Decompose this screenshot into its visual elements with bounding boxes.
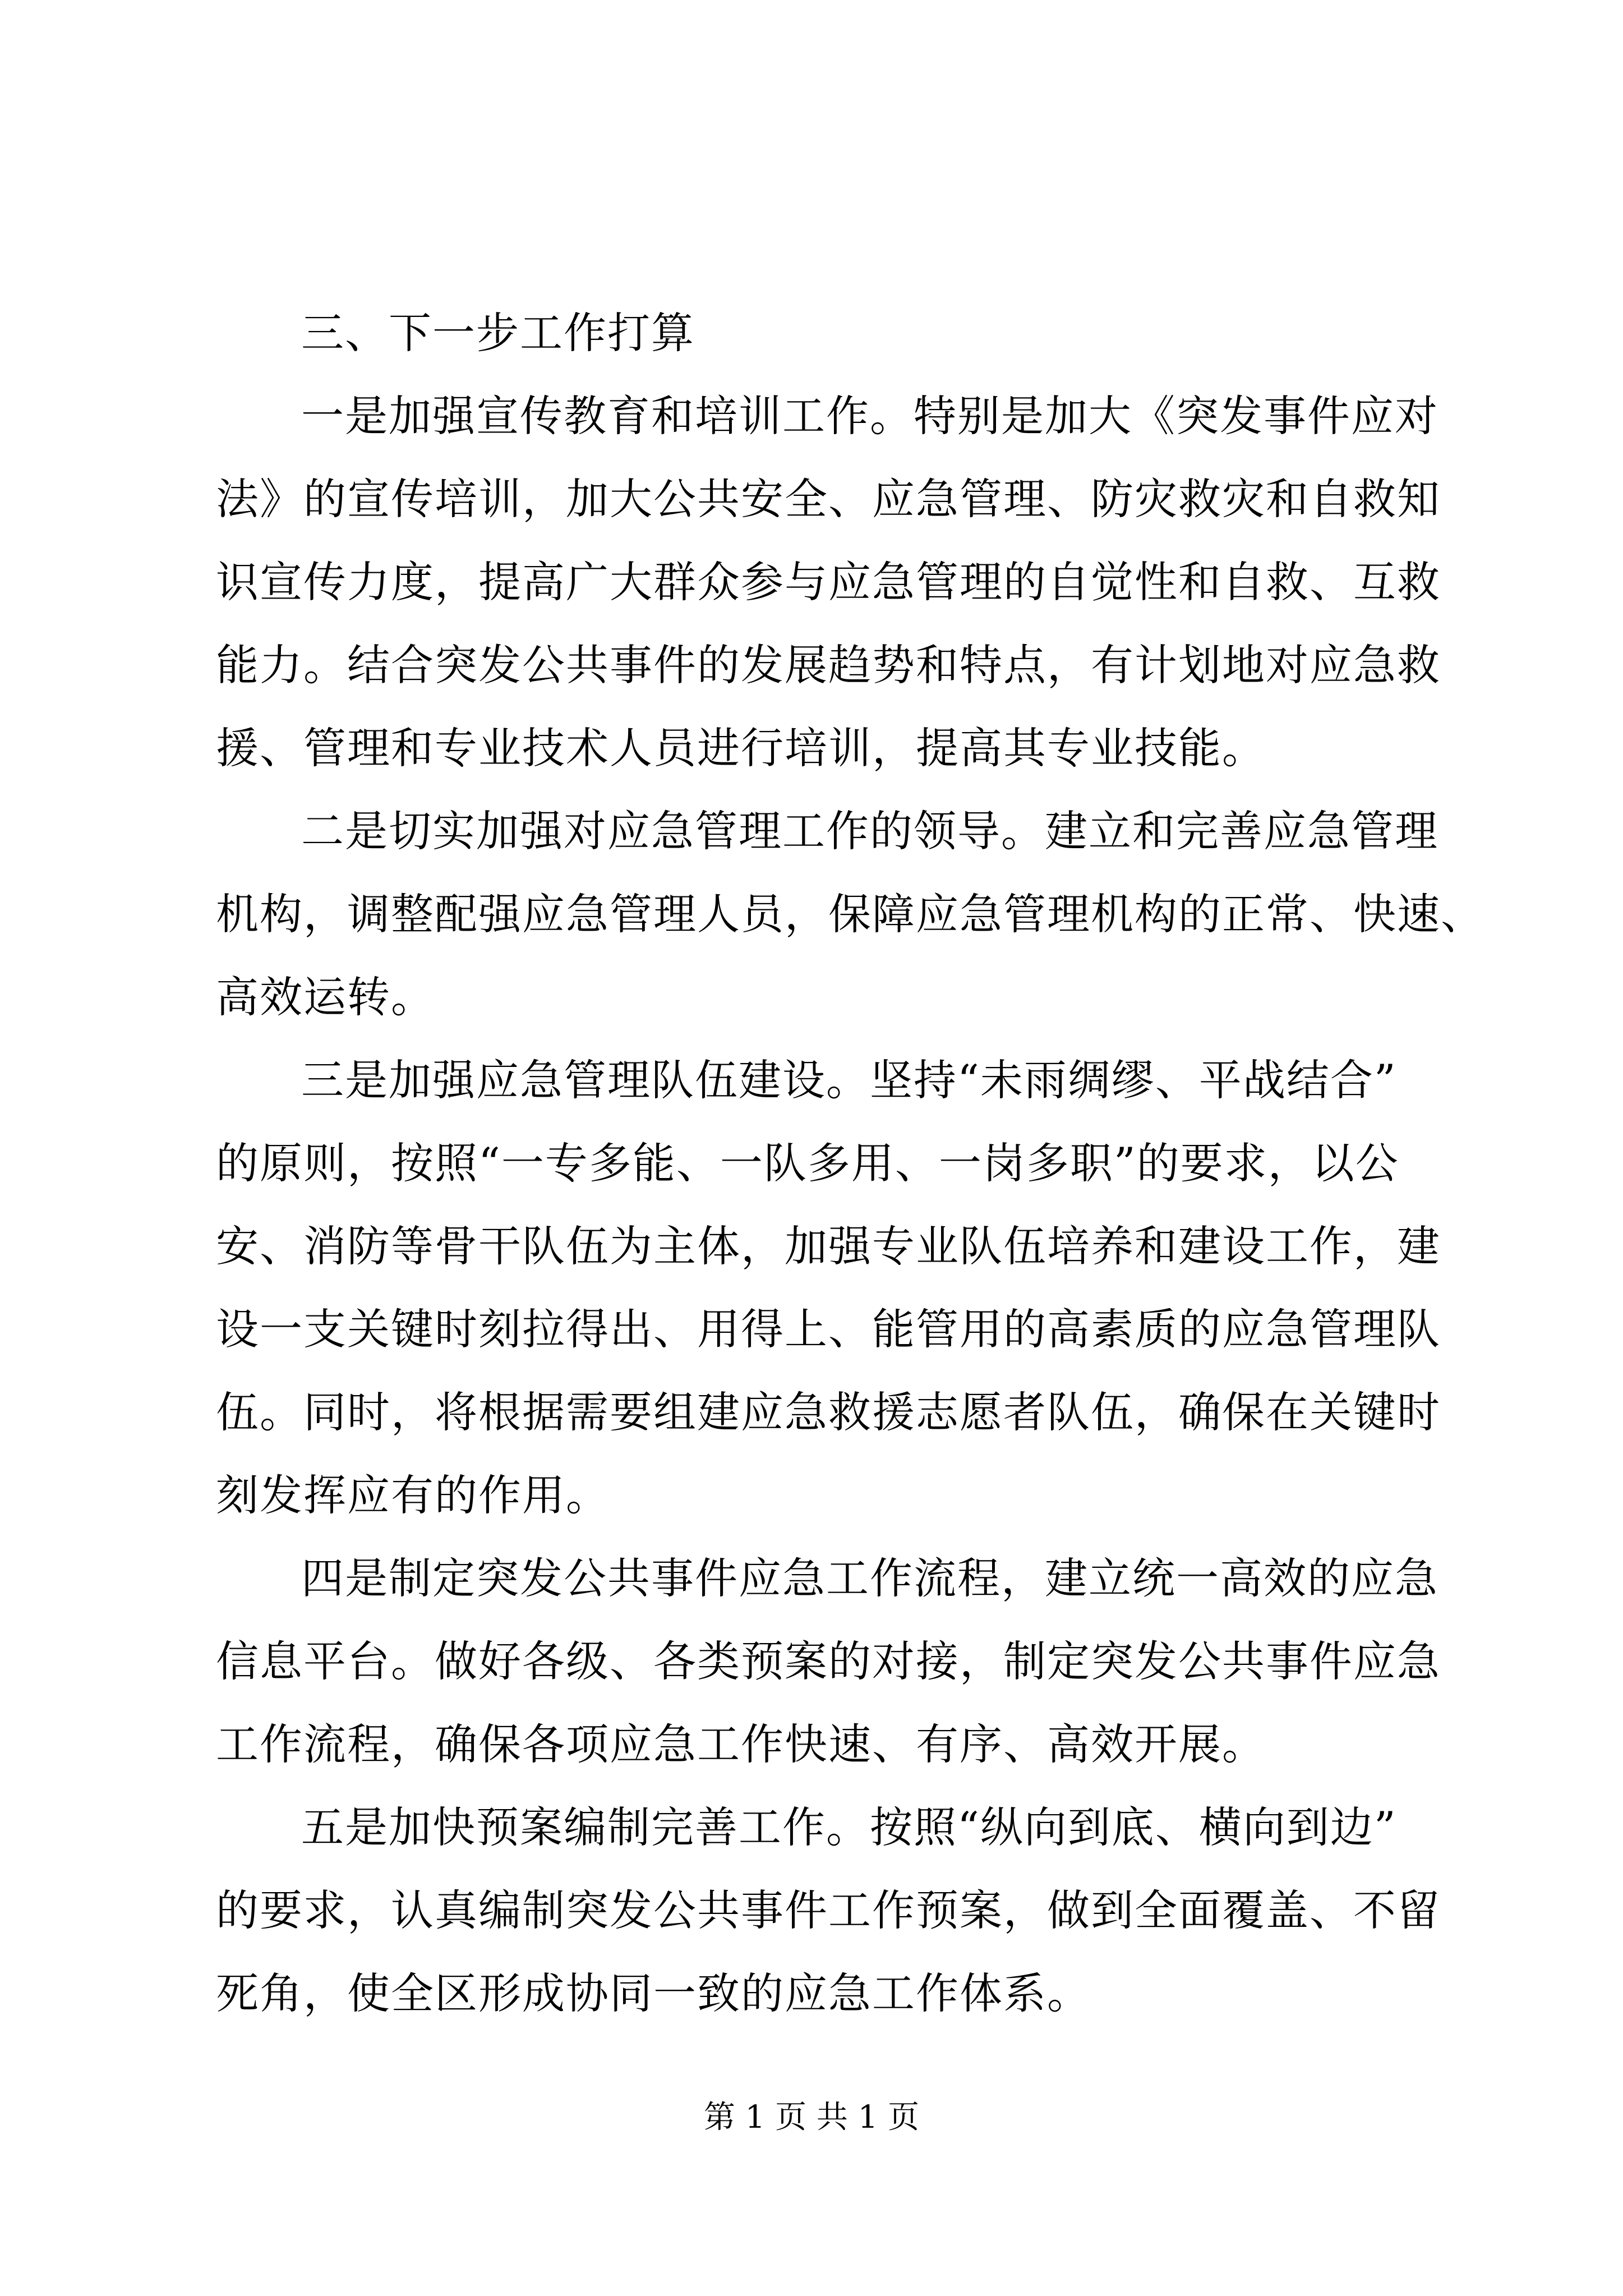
paragraph-1-line-5: 援、管理和专业技术人员进行培训，提高其专业技能。 <box>216 723 1266 773</box>
paragraph-1-line-2: 法》的宣传培训，加大公共安全、应急管理、防灾救灾和自救知 <box>216 474 1441 524</box>
page-footer: 第 1 页 共 1 页 <box>703 2099 920 2136</box>
paragraph-5-line-2: 的要求，认真编制突发公共事件工作预案，做到全面覆盖、不留 <box>216 1885 1441 1935</box>
paragraph-4-line-3: 工作流程，确保各项应急工作快速、有序、高效开展。 <box>216 1719 1266 1769</box>
paragraph-4-line-2: 信息平台。做好各级、各类预案的对接，制定突发公共事件应急 <box>216 1636 1441 1686</box>
paragraph-2-line-2: 机构，调整配强应急管理人员，保障应急管理机构的正常、快速、 <box>216 889 1484 939</box>
paragraph-3-line-1: 三是加强应急管理队伍建设。坚持“未雨绸缪、平战结合” <box>301 1055 1397 1105</box>
paragraph-3-line-3: 安、消防等骨干队伍为主体，加强专业队伍培养和建设工作，建 <box>216 1221 1441 1271</box>
paragraph-5-line-3: 死角，使全区形成协同一致的应急工作体系。 <box>216 1968 1091 2018</box>
paragraph-3-line-5: 伍。同时，将根据需要组建应急救援志愿者队伍，确保在关键时 <box>216 1387 1441 1437</box>
paragraph-2-line-3: 高效运转。 <box>216 972 435 1022</box>
document-body <box>216 292 1484 2035</box>
paragraph-4-line-1: 四是制定突发公共事件应急工作流程，建立统一高效的应急 <box>301 1553 1438 1603</box>
paragraph-5-line-1: 五是加快预案编制完善工作。按照“纵向到底、横向到边” <box>301 1802 1397 1852</box>
paragraph-2-line-1: 二是切实加强对应急管理工作的领导。建立和完善应急管理 <box>301 806 1438 856</box>
paragraph-1-line-1: 一是加强宣传教育和培训工作。特别是加大《突发事件应对 <box>301 391 1438 441</box>
paragraph-3-line-4: 设一支关键时刻拉得出、用得上、能管用的高素质的应急管理队 <box>216 1304 1441 1354</box>
paragraph-3-line-2: 的原则，按照“一专多能、一队多用、一岗多职”的要求，以公 <box>216 1138 1399 1188</box>
paragraph-1-line-3: 识宣传力度，提高广大群众参与应急管理的自觉性和自救、互救 <box>216 557 1441 607</box>
section-heading: 三、下一步工作打算 <box>301 308 695 358</box>
paragraph-1-line-4: 能力。结合突发公共事件的发展趋势和特点，有计划地对应急救 <box>216 640 1441 690</box>
paragraph-3-line-6: 刻发挥应有的作用。 <box>216 1470 610 1520</box>
